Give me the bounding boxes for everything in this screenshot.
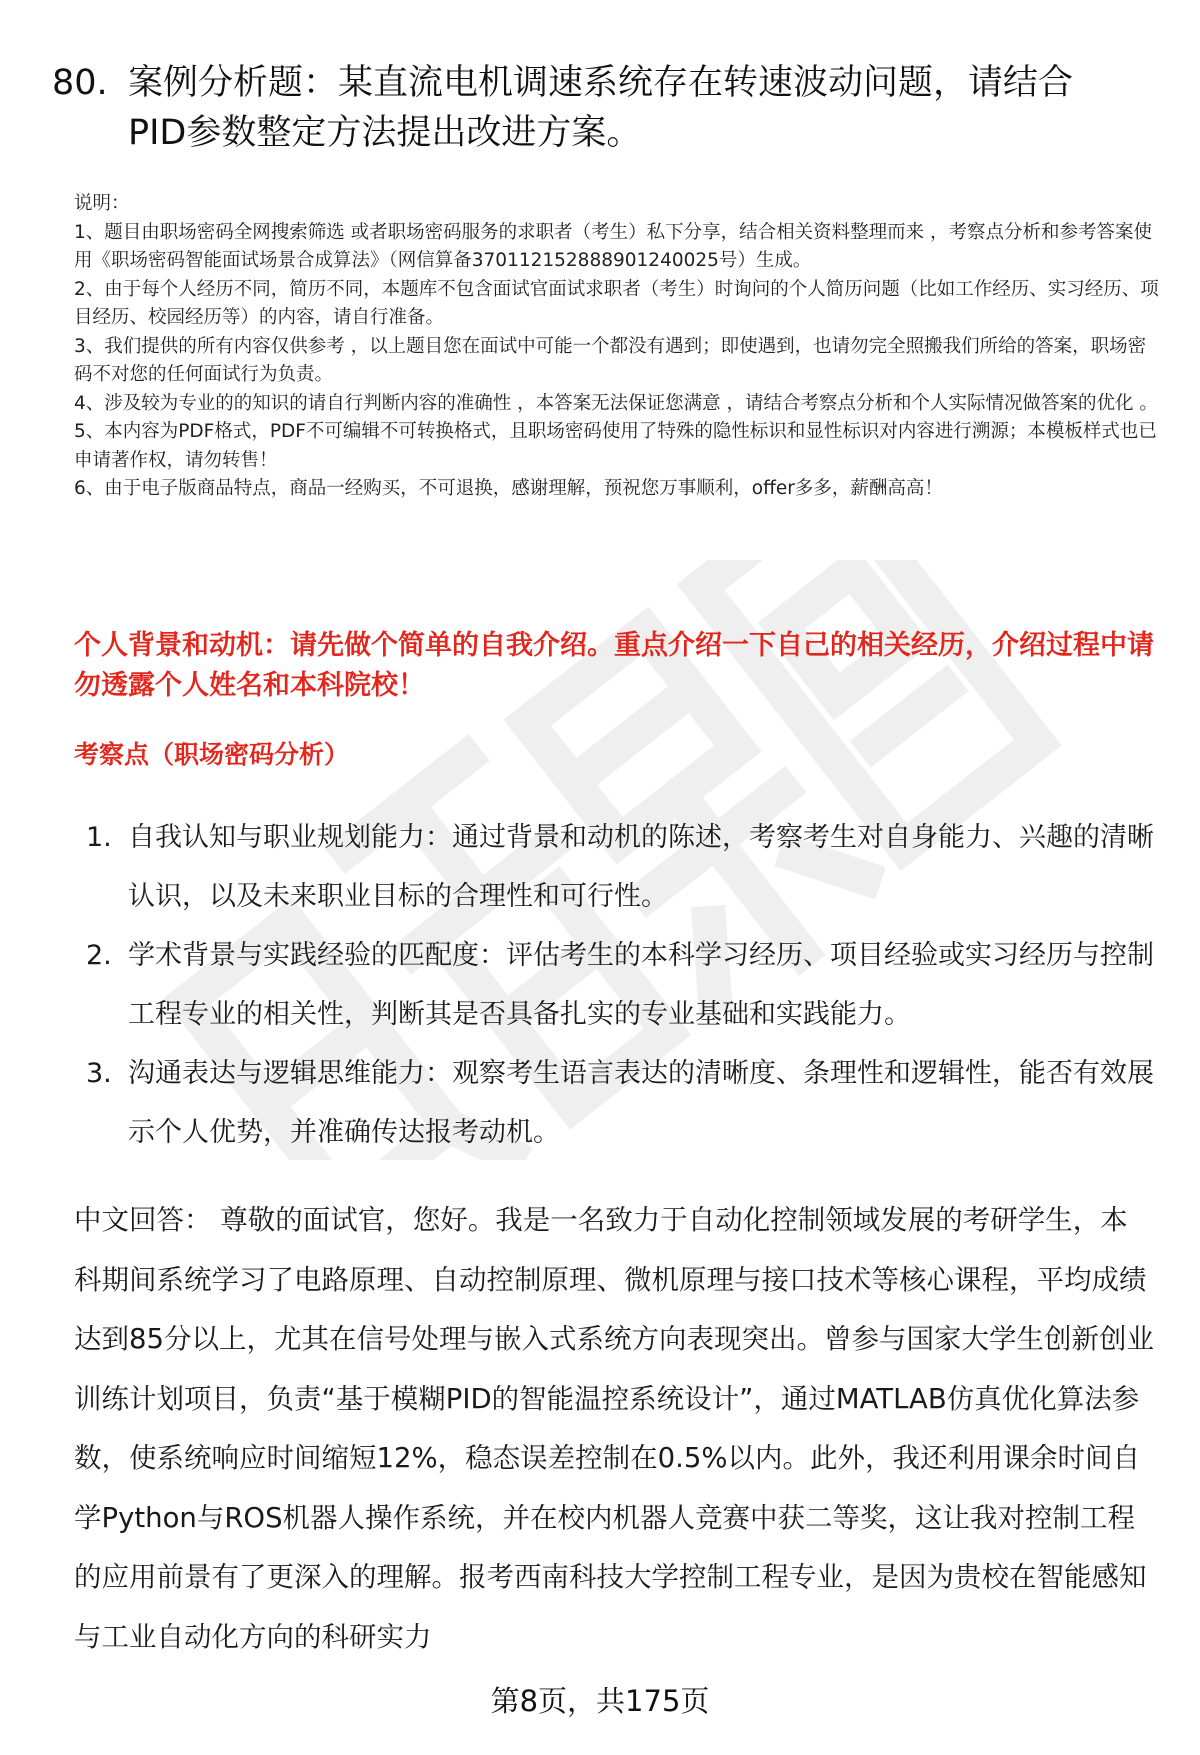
note-item: 3、我们提供的所有内容仅供参考 ，以上题目您在面试中可能一个都没有遇到；即使遇到，也请勿完全照搬我们所给的答案，职场密码不对您的任何面试行为负责。 bbox=[74, 335, 1147, 385]
list-item bbox=[86, 926, 1166, 1044]
question-number: 80. bbox=[52, 63, 108, 103]
list-item-text: 学术背景与实践经验的匹配度：评估考生的本科学习经历、项目经验或实习经历与控制工程专业的相关性，判断其是否具备扎实的专业基础和实践能力。 bbox=[128, 940, 1154, 1030]
note-item: 5、本内容为PDF格式，PDF不可编辑不可转换格式，且职场密码使用了特殊的隐性标识和显性标识对内容进行溯源；本模板样式也已申请著作权，请勿转售！ bbox=[74, 421, 1157, 471]
note-item: 2、由于每个人经历不同，简历不同，本题库不包含面试官面试求职者（考生）时询问的个人简历问题（比如工作经历、实习经历、项目经历、校园经历等）的内容，请自行准备。 bbox=[74, 278, 1159, 328]
assessment-points-list bbox=[86, 808, 1166, 1162]
list-item-text: 自我认知与职业规划能力：通过背景和动机的陈述，考察考生对自身能力、兴趣的清晰认识，以及未来职业目标的合理性和可行性。 bbox=[128, 822, 1154, 912]
intro-question-heading: 个人背景和动机：请先做个简单的自我介绍。重点介绍一下自己的相关经历，介绍过程中请勿透露个人姓名和本科院校！ bbox=[74, 630, 1154, 701]
note-item: 6、由于电子版商品特点，商品一经购买，不可退换，感谢理解，预祝您万事顺利，offer多多，薪酬高高！ bbox=[74, 478, 943, 499]
page-number: 第8页，共175页 bbox=[490, 1684, 710, 1718]
note-item: 1、题目由职场密码全网搜索筛选 或者职场密码服务的求职者（考生）私下分享，结合相关资料整理而来 ，考察点分析和参考答案使用《职场密码智能面试场景合成算法》（网信算备37011215288890124​0025号）生成。 bbox=[74, 221, 1153, 271]
list-item-index: 2. bbox=[86, 940, 112, 971]
assessment-points-heading: 考察点（职场密码分析） bbox=[74, 740, 350, 769]
list-item-index: 1. bbox=[86, 822, 112, 853]
question-title bbox=[52, 58, 1152, 158]
question-text: 案例分析题：某直流电机调速系统存在转速波动问题，请结合PID参数整定方法提出改进方案。 bbox=[128, 63, 1074, 153]
list-item-text: 沟通表达与逻辑思维能力：观察考生语言表达的清晰度、条理性和逻辑性，能否有效展示个人优势，并准确传达报考动机。 bbox=[128, 1058, 1154, 1148]
list-item bbox=[86, 808, 1166, 926]
note-item: 4、涉及较为专业的的知识的请自行判断内容的准确性 ，本答案无法保证您满意 ，请结合考察点分析和个人实际情况做答案的优化 。 bbox=[74, 392, 1158, 414]
answer-text: 中文回答： 尊敬的面试官，您好。我是一名致力于自动化控制领域发展的考研学生，本科期间系统学习了电路原理、自动控制原理、微机原理与接口技术等核心课程，平均成绩达到85分以上，尤其在信号处理与嵌入式系统方向表现突出。曾参与国家大学生创新创业训练计划项目，负责“基于模糊PID的智能温控系统设计”，通过MATLAB仿真优化算法参数，使系统响应时间缩短12%，稳态误差控制在0.5%以内。此外，我还利用课余时间自学Python与ROS机器人操作系统，并在校内机器人竞赛中获二等奖，这让我对控制工程的应用前景有了更深入的理解。报考西南科技大学控制工程专业，是因为贵校在智能感知与工业自动化方向的科研实力 bbox=[74, 1204, 1154, 1653]
notes-section bbox=[74, 190, 1164, 504]
notes-heading: 说明： bbox=[74, 193, 130, 214]
list-item bbox=[86, 1044, 1166, 1162]
list-item-index: 3. bbox=[86, 1058, 112, 1089]
